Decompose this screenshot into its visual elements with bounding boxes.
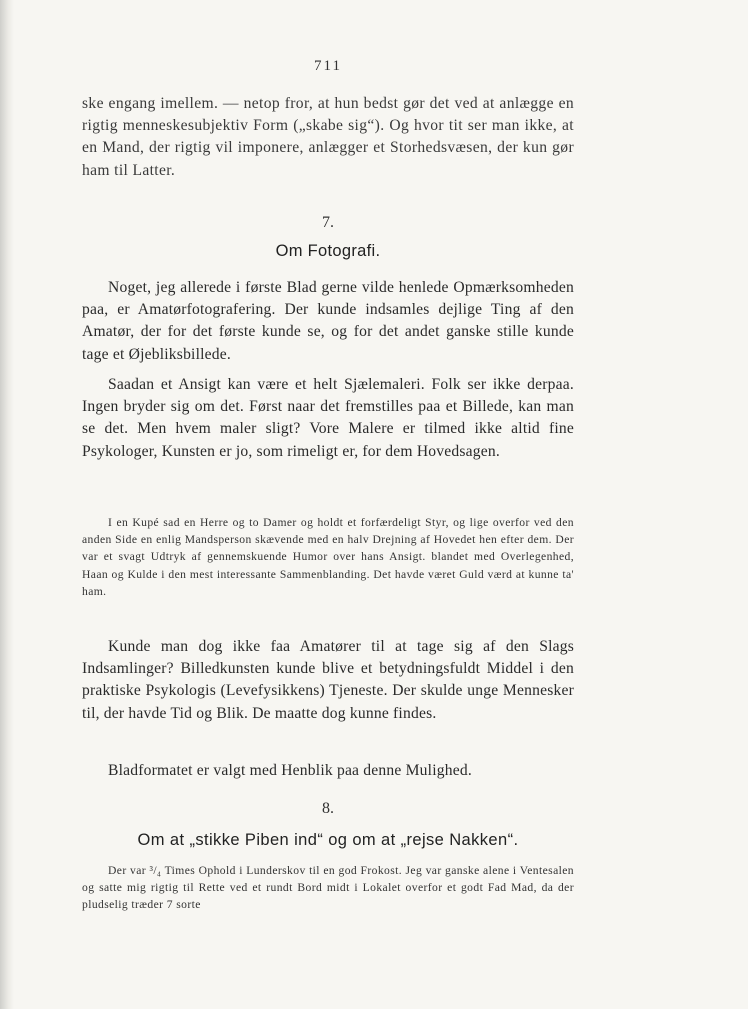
section-8-number: 8. — [322, 800, 334, 817]
section-7-number: 7. — [322, 214, 334, 231]
page-binding-edge — [0, 0, 14, 1009]
section-7-paragraph-2: Saadan et Ansigt kan være et helt Sjælemaleri. Folk ser ikke derpaa. Ingen bryder sig om det. Først naar det fremstilles paa et Billede, kan man se det. Men hvem maler sligt? Vore Malere er tilmed ikke altid fine Psykologer, Kunsten er jo, som rimeligt er, for dem Hovedsagen. — [82, 376, 574, 460]
section-7-paragraph-3: Kunde man dog ikke faa Amatører til at tage sig af den Slags Indsamlinger? Billedkunsten kunde blive et betydningsfuldt Middel i den praktiske Psykologis (Levefysikkens) Tjeneste. Der skulde unge Mennesker til, der havde Tid og Blik. De maatte dog kunne findes. — [82, 638, 574, 722]
section-7-paragraph-4: Bladformatet er valgt med Henblik paa denne Mulighed. — [108, 762, 472, 779]
intro-paragraph: ske engang imellem. — netop fror, at hun bedst gør det ved at anlægge en rigtig menneskesubjektiv Form („skabe sig“). Og hvor tit ser man ikke, at en Mand, der rigtig vil imponere, anlægger et Storhedsvæsen, der kun gør ham til Latter. — [82, 95, 574, 179]
section-8-small-paragraph: Der var ³/₄ Times Ophold i Lunderskov til en god Frokost. Jeg var ganske alene i Ventesalen og satte mig rigtig til Rette ved et rundt Bord midt i Lokalet overfor et godt Fad Mad, da der pludselig træder 7 sorte — [82, 864, 574, 912]
section-7-small-paragraph: I en Kupé sad en Herre og to Damer og holdt et forfærdeligt Styr, og lige overfor ved den anden Side en enlig Mandsperson skævende med en halv Drejning af Hovedet hen efter dem. Der var et svagt Udtryk af gennemskuende Humor over hans Ansigt. blandet med Overlegenhed, Haan og Kulde i den mest interessante Sammenblanding. Det havde været Guld værd at kunne ta' ham. — [82, 516, 574, 598]
section-8-title: Om at „stikke Piben ind“ og om at „rejse Nakken“. — [137, 831, 519, 849]
section-7-title: Om Fotografi. — [275, 242, 381, 260]
page-number: 711 — [314, 58, 342, 74]
section-7-paragraph-1: Noget, jeg allerede i første Blad gerne vilde henlede Opmærksomheden paa, er Amatørfotografering. Der kunde indsamles dejlige Ting af den Amatør, der for det første kunde se, og for det andet ganske stille kunde tage et Øjebliksbillede. — [82, 279, 574, 363]
